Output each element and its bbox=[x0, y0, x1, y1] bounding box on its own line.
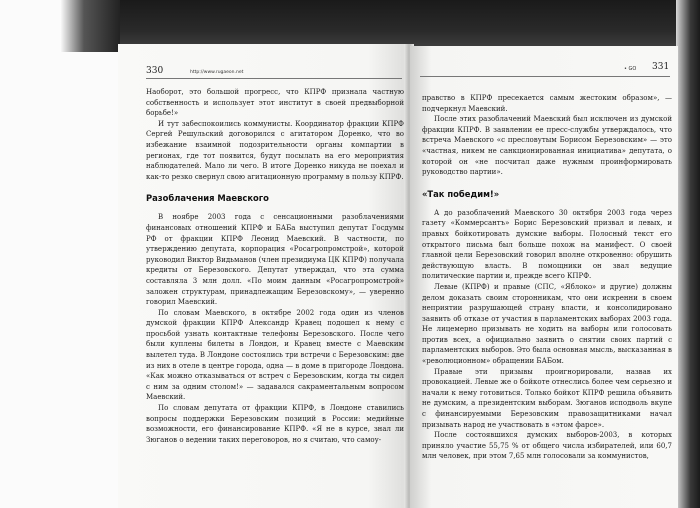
paragraph: Правые эти призывы проигнорировали, назвав их провокацией. Левые же о бойкоте отнеслись более чем серьезно и начали к нему готовиться. Только бойкот КПРФ решила объявить не думским, а президентским выборам. Зюганов исподволь вкупе с финансируемыми Березовским правозащитниками начал призывать народ не участвовать в «этом фарсе». bbox=[422, 367, 672, 429]
right-page bbox=[410, 46, 678, 508]
right-page-text bbox=[422, 93, 672, 462]
book-page-edges bbox=[676, 0, 700, 508]
page-number-left: 330 bbox=[146, 66, 164, 76]
header-rule-right bbox=[420, 76, 670, 77]
paragraph: По словам депутата от фракции КПРФ, в Лондоне ставились вопросы поддержки Березовским позиций в России: медийные возможности, его финансирование КПРФ. «Я не в курсе, знал ли Зюганов о ведении таких переговоров, но я считаю, что самоу- bbox=[146, 404, 404, 444]
left-page bbox=[118, 44, 412, 508]
paragraph: После этих разоблачений Маевский был исключен из думской фракции КПРФ. В заявлении ее пресс-службы утверждалось, что встреча Маевского «с пресловутым Борисом Березовским» — это «частная, никем не санкционированная инициатива» депутата, о которой он «не посчитал даже нужным проинформировать руководство партии». bbox=[422, 115, 672, 177]
section-heading: «Так победим!» bbox=[422, 188, 500, 199]
page-number-right: 331 bbox=[652, 62, 670, 72]
header-rule-left bbox=[146, 78, 402, 79]
paragraph: После состоявшихся думских выборов-2003, в которых приняло участие 55,75 % от общего числа избирателей, или 60,7 млн человек, при этом 7,65 млн голосовали за коммунистов, bbox=[422, 431, 672, 461]
paragraph: А до разоблачений Маевского 30 октября 2003 года через газету «Коммерсантъ» Борис Березовский призвал и левых, и правых бойкотировать думские выборы. Полосный текст его открытого письма был больше похож на манифест. О своей главной цели Березовский говорил вполне откровенно: обрушить действующую власть. В помощники он звал ведущие политические партии и, прежде всего КПРФ. bbox=[422, 208, 672, 281]
header-mark: • GO bbox=[624, 66, 637, 72]
paragraph: правство в КПРФ пресекается самым жестоким образом», — подчеркнул Маевский. bbox=[422, 94, 672, 113]
paragraph: И тут забеспокоились коммунисты. Координатор фракции КПРФ Сергей Решульский договорился с агитатором Доренко, что во избежание взаимной подозрительности органы компартии в регионах, где тот появится, будут посылать на его мероприятия наблюдателей. Мало ли чего. В итоге Доренко никуда не поехал и как-то резко свернул свою агитационную программу в пользу КПРФ. bbox=[146, 119, 404, 181]
page-url: http://www.rugaeon.net bbox=[190, 70, 244, 75]
paragraph: Левые (КПРФ) и правые (СПС, «Яблоко» и другие) должны делом доказать своим сторонникам, что они искренни в своем неприятии разрушающей страну власти, и консолидировано заявить об отказе от участия в парламентских выборах 2003 года. Не лицемерно призывать не ходить на выборы или голосовать против всех, а официально заявить о снятии своих партий с парламентских выборов. Это была основная мысль, высказанная в «революционном» обращении БАБом. bbox=[422, 282, 672, 366]
book-cover-edge bbox=[60, 0, 120, 52]
paragraph: По словам Маевского, в октябре 2002 года один из членов думской фракции КПРФ Александр Кравец подошел к нему с просьбой узнать контактные телефоны Березовского. После чего были куплены билеты в Лондон, и Кравец вместе с Маевским вылетел туда. В Лондоне состоялись три встречи с Березовским: две из них в отеле в центре города, одна — в доме в пригороде Лондона. «Как можно отказываться от встреч с Березовским, когда ты сидел с ним за одним столом!» — задавался сакраментальным вопросом Маевский. bbox=[146, 308, 404, 402]
left-page-text bbox=[146, 87, 404, 445]
section-heading: Разоблачения Маевского bbox=[146, 193, 269, 204]
paragraph: В ноябре 2003 года с сенсационными разоблачениями финансовых отношений КПРФ и БАБа выступил депутат Госдумы РФ от фракции КПРФ Леонид Маевский. В частности, по утверждению депутата, корпорация «Росагропромстрой», которой руководил Виктор Видьманов (член президиума ЦК КПРФ) получала кредиты от Березовского. Депутат утверждал, что эта сумма составляла 3 млн долл. «По моим данным «Росагропромстрой» заложен структурам, принадлежащим Березовскому», — уверенно говорил Маевский. bbox=[146, 213, 404, 307]
paragraph: Наоборот, это большой прогресс, что КПРФ признала частную собственность и использует этот институт в своей предвыборной борьбе!» bbox=[146, 88, 404, 118]
